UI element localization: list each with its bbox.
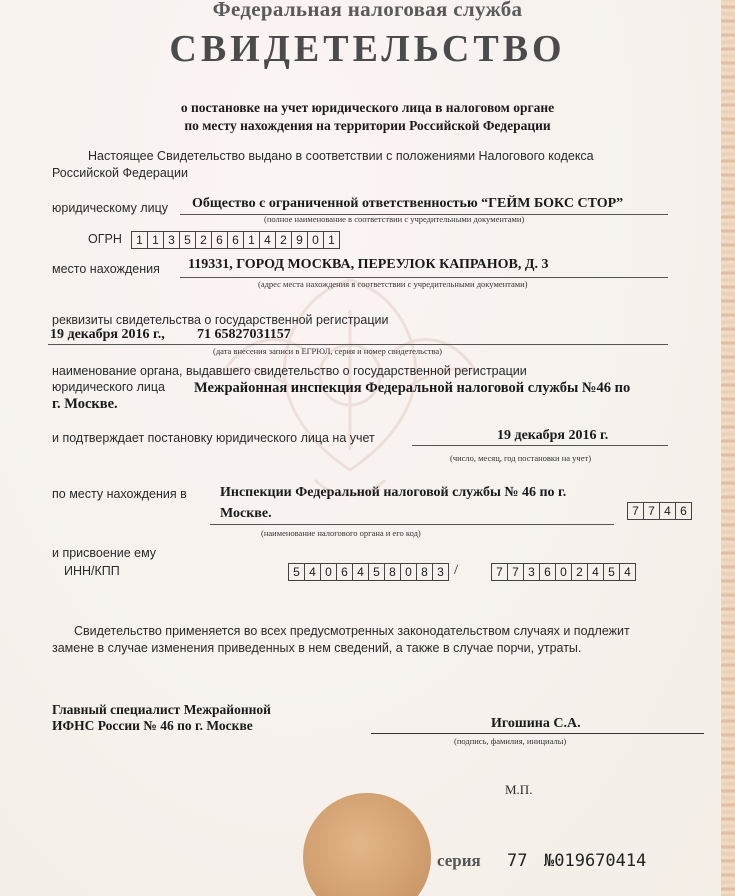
ogrn-digit: 3	[164, 232, 180, 248]
inn-digit: 6	[337, 564, 353, 580]
inn-digit: 8	[417, 564, 433, 580]
kpp-digit: 4	[624, 565, 631, 579]
inn-digit: 4	[353, 564, 369, 580]
tax-office-underline	[210, 524, 614, 525]
ogrn-digit: 2	[276, 232, 292, 248]
inn-digit: 4	[305, 564, 321, 580]
tax-office-value-line-2: Москве.	[220, 506, 272, 521]
ogrn-digit: 2	[196, 232, 212, 248]
stamp-label: М.П.	[505, 782, 533, 797]
confirm-caption: (число, месяц, год постановки на учет)	[450, 453, 592, 463]
series-code: 77	[507, 851, 528, 871]
subtitle-line-1: о постановке на учет юридического лица в налоговом органе	[180, 100, 555, 115]
ogrn-digit: 5	[180, 232, 196, 248]
ogrn-digit: 6	[212, 232, 228, 248]
tax-office-code-digit: 4	[660, 503, 676, 519]
ogrn-label: ОГРН	[88, 232, 122, 246]
tax-office-value-line-1: Инспекции Федеральной налоговой службы № 46 по г.	[220, 485, 567, 500]
signer-position-line-2: ИФНС России № 46 по г. Москве	[52, 718, 253, 733]
signature-caption: (подпись, фамилия, инициалы)	[454, 736, 567, 746]
inn-digit: 5	[369, 564, 385, 580]
decorative-border	[721, 0, 735, 896]
entity-value: Общество с ограниченной ответственностью “ГЕЙМ БОКС СТОР”	[192, 196, 624, 211]
registration-caption: (дата внесения записи в ЕГРЮЛ, серия и номер свидетельства)	[213, 346, 442, 356]
ogrn-boxes	[131, 231, 340, 249]
inn-kpp-separator: /	[454, 562, 459, 578]
location-underline	[180, 277, 668, 278]
location-value: 119331, ГОРОД МОСКВА, ПЕРЕУЛОК КАПРАНОВ, Д. 3	[188, 257, 549, 272]
kpp-digit: 3	[524, 564, 540, 580]
intro-line-2: Российской Федерации	[52, 166, 188, 180]
signature-underline	[371, 733, 704, 734]
inn-boxes	[288, 563, 449, 581]
ogrn-digit: 1	[132, 232, 148, 248]
registration-number: 71 65827031157	[197, 327, 291, 342]
entity-label: юридическому лицу	[52, 201, 169, 215]
registration-date: 19 декабря 2016 г.,	[50, 327, 165, 342]
tax-office-code-digit: 7	[628, 503, 644, 519]
ogrn-digit: 1	[148, 232, 164, 248]
kpp-digit: 7	[492, 564, 508, 580]
ogrn-digit: 9	[292, 232, 308, 248]
kpp-digit: 7	[508, 564, 524, 580]
ogrn-digit: 6	[228, 232, 244, 248]
confirm-label: и подтверждает постановку юридического лица на учет	[52, 431, 375, 445]
kpp-digit: 0	[556, 564, 572, 580]
issuer-label-line-1: наименование органа, выдавшего свидетельство о государственной регистрации	[52, 364, 527, 378]
intro-line-1: Настоящее Свидетельство выдано в соответствии с положениями Налогового кодекса	[88, 149, 594, 163]
inn-digit: 0	[321, 564, 337, 580]
location-caption: (адрес места нахождения в соответствии с учредительными документами)	[258, 279, 528, 289]
kpp-digit: 6	[540, 564, 556, 580]
tax-office-label: по месту нахождения в	[52, 487, 187, 501]
series-label: серия	[437, 851, 481, 870]
issuer-value-line-1: Межрайонная инспекция Федеральной налоговой службы №46 по	[194, 380, 631, 396]
subtitle-line-2: по месту нахождения на территории Российской Федерации	[184, 118, 551, 133]
inn-digit: 3	[437, 565, 444, 579]
ogrn-digit: 1	[244, 232, 260, 248]
issuer-label-line-2: юридического лица	[52, 380, 165, 394]
validity-line-1: Свидетельство применяется во всех предусмотренных законодательством случаях и подлежит	[74, 624, 630, 638]
kpp-digit: 4	[588, 564, 604, 580]
tax-office-code-digit: 7	[644, 503, 660, 519]
signer-name: Игошина С.А.	[491, 716, 581, 731]
issuer-value-line-2: г. Москве.	[52, 396, 118, 412]
ogrn-digit: 1	[328, 233, 335, 247]
confirm-underline	[412, 445, 668, 446]
inn-kpp-label-line-1: и присвоение ему	[52, 546, 157, 560]
inn-digit: 8	[385, 564, 401, 580]
hologram-seal	[303, 793, 431, 896]
tax-office-caption: (наименование налогового органа и его код)	[261, 528, 421, 538]
inn-digit: 0	[401, 564, 417, 580]
kpp-digit: 5	[604, 564, 620, 580]
signer-position-line-1: Главный специалист Межрайонной	[52, 702, 271, 717]
agency-name: Федеральная налоговая служба	[212, 0, 523, 21]
tax-office-code-digit: 6	[680, 504, 687, 518]
registration-underline	[48, 344, 668, 345]
kpp-digit: 2	[572, 564, 588, 580]
ogrn-digit: 4	[260, 232, 276, 248]
validity-line-2: замене в случае изменения приведенных в нем сведений, а также в случае порчи, утраты.	[52, 641, 582, 655]
kpp-boxes	[491, 563, 636, 581]
series-number: №019670414	[544, 851, 647, 871]
confirm-date: 19 декабря 2016 г.	[497, 428, 609, 443]
document-title: СВИДЕТЕЛЬСТВО	[169, 28, 566, 70]
registration-label: реквизиты свидетельства о государственной регистрации	[52, 313, 389, 327]
inn-kpp-label-line-2: ИНН/КПП	[64, 564, 120, 578]
ogrn-digit: 0	[308, 232, 324, 248]
inn-digit: 5	[289, 564, 305, 580]
tax-office-code-boxes	[627, 502, 692, 520]
location-label: место нахождения	[52, 262, 160, 276]
entity-caption: (полное наименование в соответствии с учредительными документами)	[264, 214, 525, 224]
